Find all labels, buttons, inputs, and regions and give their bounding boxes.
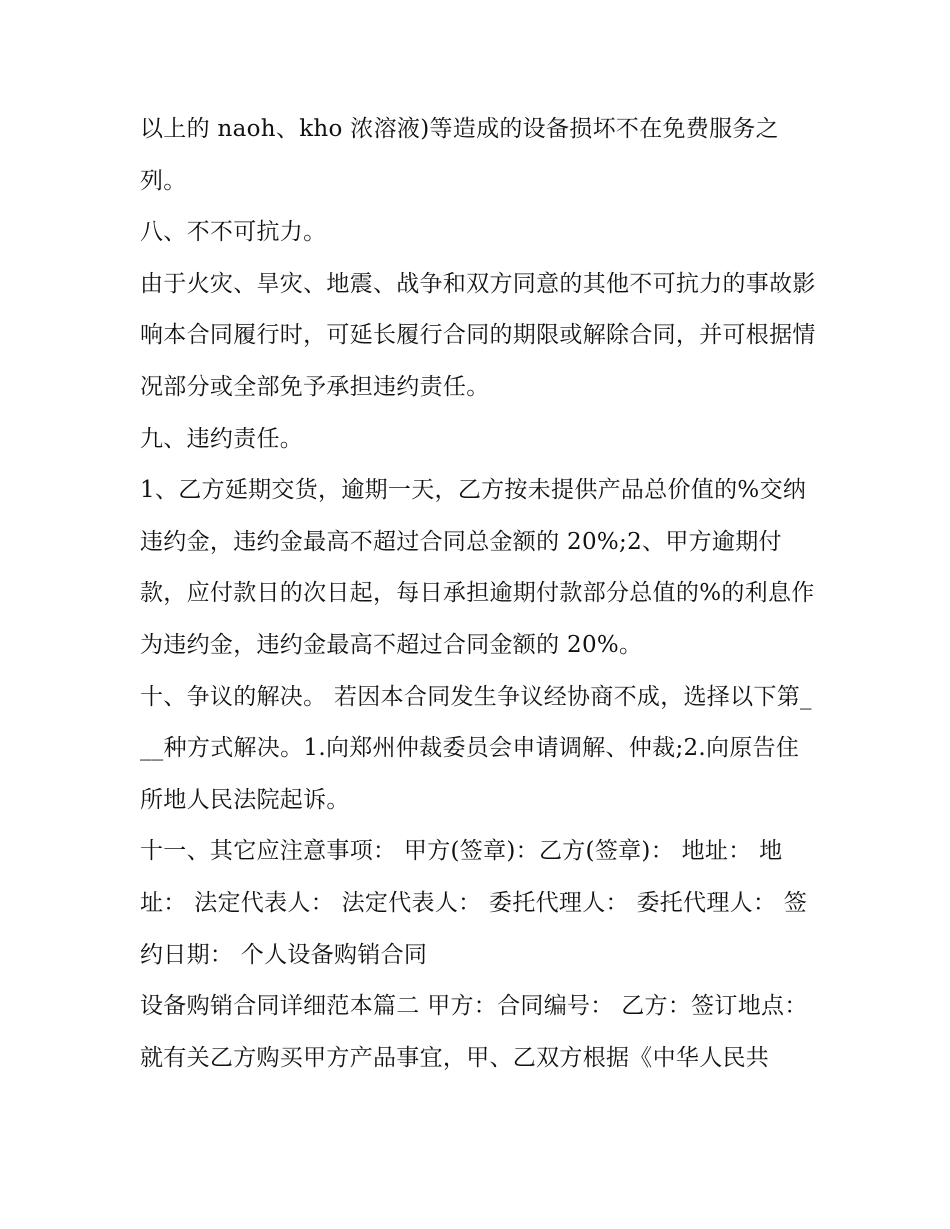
paragraph-breach-liability: 1、乙方延期交货，逾期一天，乙方按未提供产品总价值的%交纳违约金，违约金最高不超过合同总金额的 20%;2、甲方逾期付款，应付款日的次日起，每日承担逾期付款部分总值的%的利息作为违约金，违约金最高不超过合同金额的 20%。 [140, 477, 815, 658]
paragraph-contract-two-intro: 就有关乙方购买甲方产品事宜，甲、乙双方根据《中华人民共 [140, 1044, 770, 1071]
heading-force-majeure: 八、不不可抗力。 [140, 219, 327, 246]
paragraph-contract-two-header: 设备购销合同详细范本篇二 甲方：合同编号： 乙方：签订地点： [140, 993, 808, 1020]
document-body [140, 104, 820, 1084]
paragraph-dispute-resolution: 十、争议的解决。 若因本合同发生争议经协商不成，选择以下第___种方式解决。1.向郑州仲裁委员会申请调解、仲裁;2.向原告住所地人民法院起诉。 [140, 683, 812, 813]
heading-breach-liability: 九、违约责任。 [140, 425, 304, 452]
paragraph-other-matters-signatures: 十一、其它应注意事项： 甲方(签章)：乙方(签章)： 地址： 地址： 法定代表人： 法定代表人： 委托代理人： 委托代理人： 签约日期： 个人设备购销合同 [140, 838, 808, 968]
paragraph-force-majeure: 由于火灾、旱灾、地震、战争和双方同意的其他不可抗力的事故影响本合同履行时，可延长履行合同的期限或解除合同，并可根据情况部分或全部免予承担违约责任。 [140, 270, 816, 400]
paragraph-damage-exclusion: 以上的 naoh、kho 浓溶液)等造成的设备损坏不在免费服务之列。 [140, 116, 779, 194]
